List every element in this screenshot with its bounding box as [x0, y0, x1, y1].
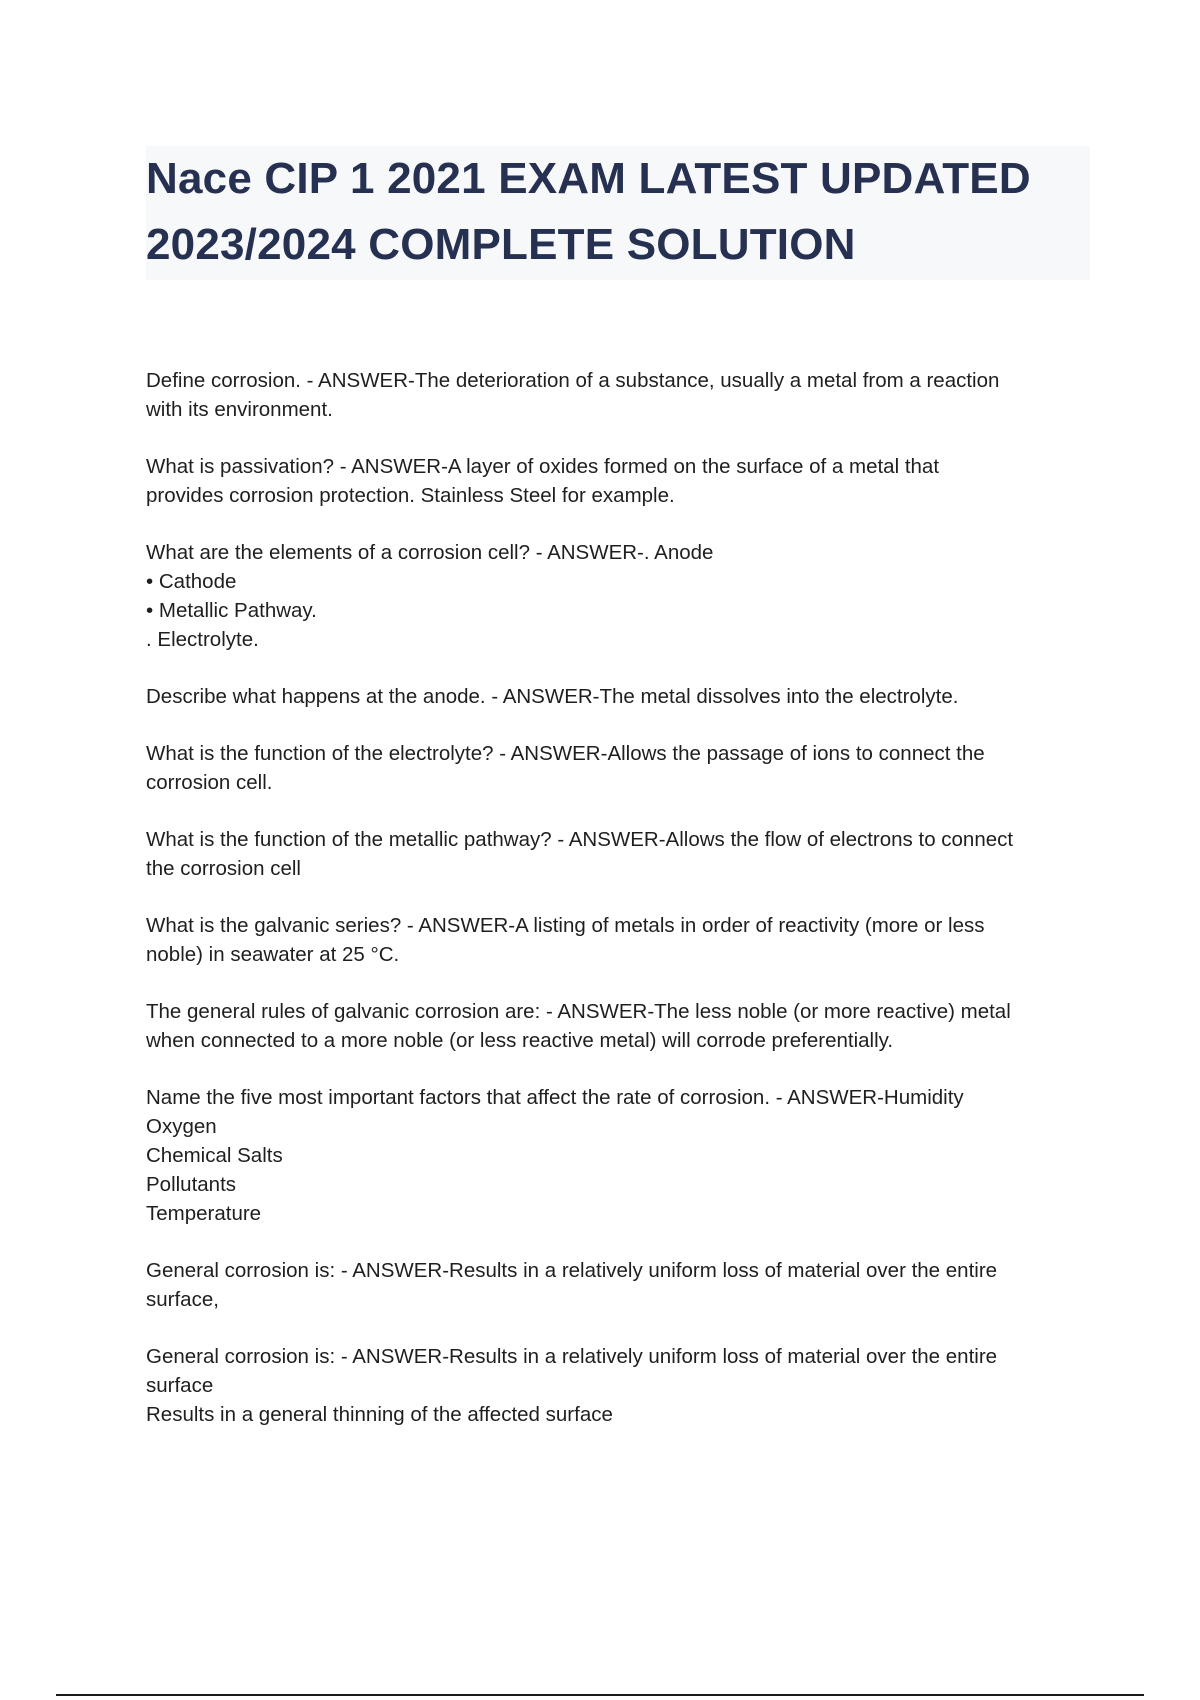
page-bottom-divider — [56, 1694, 1144, 1696]
qa-item — [146, 1083, 1096, 1228]
qa-line: What is the function of the metallic pathway? - ANSWER-Allows the flow of electrons to connect — [146, 828, 1014, 851]
qa-item — [146, 366, 1096, 424]
qa-list — [146, 366, 1096, 1457]
qa-line: What is the galvanic series? - ANSWER-A listing of metals in order of reactivity (more or less — [146, 914, 985, 937]
qa-line: Oxygen — [146, 1115, 217, 1138]
qa-item — [146, 997, 1096, 1055]
qa-line: Chemical Salts — [146, 1144, 283, 1167]
qa-line: corrosion cell. — [146, 771, 273, 794]
qa-line: Describe what happens at the anode. - ANSWER-The metal dissolves into the electrolyte. — [146, 685, 959, 708]
qa-line: when connected to a more noble (or less reactive metal) will corrode preferentially. — [146, 1029, 894, 1052]
qa-line: Name the five most important factors that affect the rate of corrosion. - ANSWER-Humidity — [146, 1086, 964, 1109]
qa-item — [146, 739, 1096, 797]
qa-line: provides corrosion protection. Stainless Steel for example. — [146, 484, 675, 507]
qa-line: What is passivation? - ANSWER-A layer of oxides formed on the surface of a metal that — [146, 455, 940, 478]
qa-item — [146, 538, 1096, 654]
qa-line: Results in a general thinning of the affected surface — [146, 1403, 613, 1426]
qa-line: The general rules of galvanic corrosion are: - ANSWER-The less noble (or more reactive) metal — [146, 1000, 1011, 1023]
qa-line: with its environment. — [146, 398, 333, 421]
qa-line: Temperature — [146, 1202, 262, 1225]
qa-line: • Cathode — [146, 570, 237, 593]
qa-item — [146, 825, 1096, 883]
title-line-1: Nace CIP 1 2021 EXAM LATEST UPDATED — [146, 154, 1031, 203]
title-line-2: 2023/2024 COMPLETE SOLUTION — [146, 220, 856, 269]
qa-line: noble) in seawater at 25 °C. — [146, 943, 400, 966]
qa-line: What are the elements of a corrosion cell? - ANSWER-. Anode — [146, 541, 714, 564]
qa-line: Pollutants — [146, 1173, 237, 1196]
qa-line: surface — [146, 1374, 214, 1397]
qa-line: General corrosion is: - ANSWER-Results in a relatively uniform loss of material over the entire — [146, 1259, 998, 1282]
qa-line: What is the function of the electrolyte? - ANSWER-Allows the passage of ions to connect the — [146, 742, 985, 765]
qa-line: surface, — [146, 1288, 219, 1311]
title-banner — [146, 146, 1090, 280]
page-title — [146, 146, 1090, 278]
qa-line: Define corrosion. - ANSWER-The deterioration of a substance, usually a metal from a reaction — [146, 369, 1000, 392]
qa-line: . Electrolyte. — [146, 628, 259, 651]
qa-line: • Metallic Pathway. — [146, 599, 317, 622]
qa-item — [146, 452, 1096, 510]
qa-item — [146, 1256, 1096, 1314]
qa-line: General corrosion is: - ANSWER-Results in a relatively uniform loss of material over the entire — [146, 1345, 998, 1368]
qa-item — [146, 1342, 1096, 1429]
qa-line: the corrosion cell — [146, 857, 301, 880]
qa-item — [146, 911, 1096, 969]
qa-item — [146, 682, 1096, 711]
